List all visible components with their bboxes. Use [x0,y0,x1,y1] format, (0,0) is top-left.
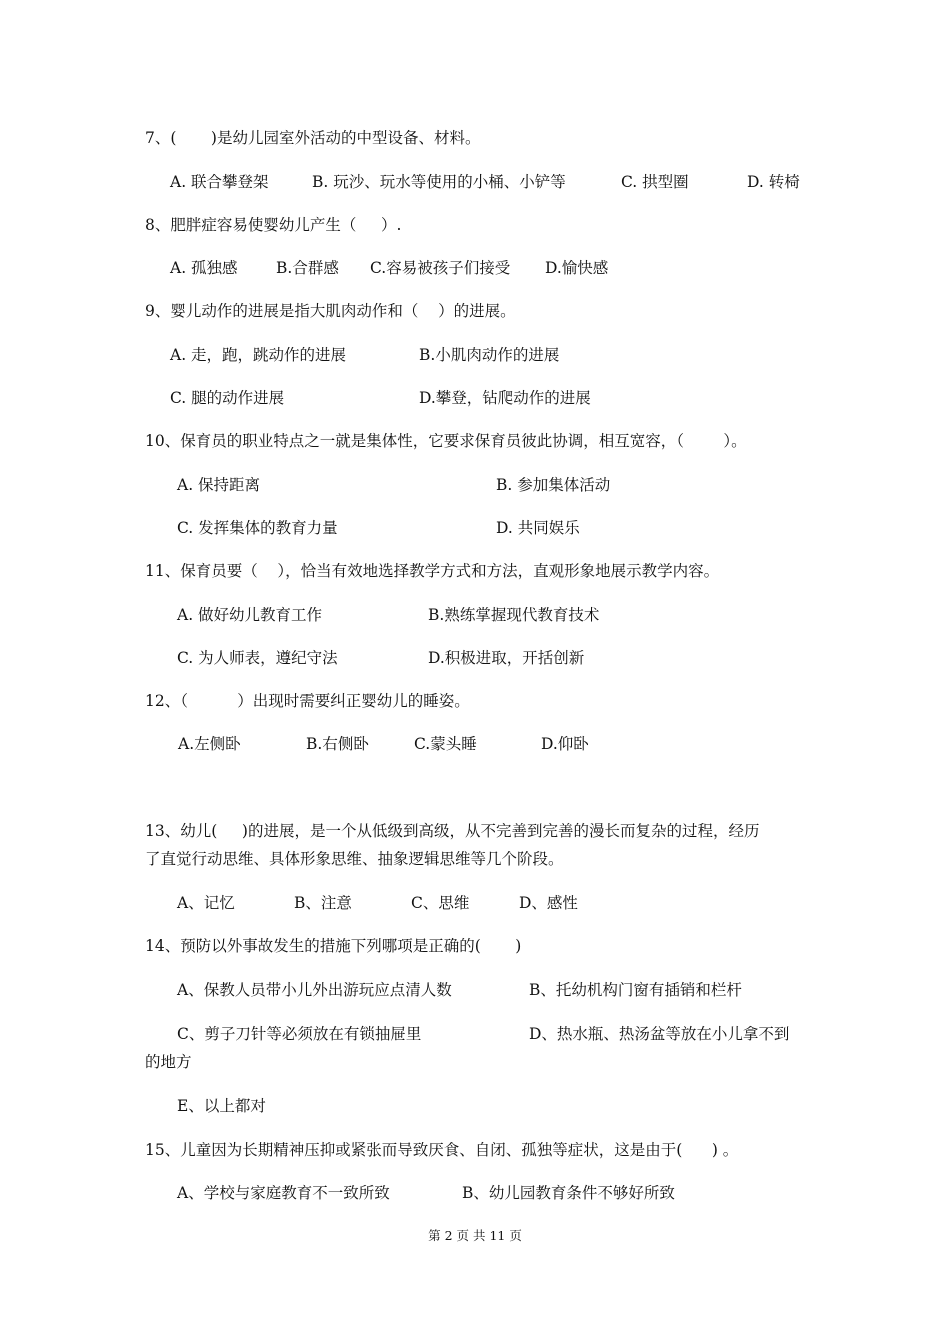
q7-option-c: C. 拱型圈 [621,173,689,191]
question-14: 14、预防以外事故发生的措施下列哪项是正确的( ) [145,937,522,955]
q8-option-a: A. 孤独感 [170,259,238,277]
q10-option-a: A. 保持距离 [177,476,261,494]
q13-option-d: D、感性 [519,894,578,912]
q9-option-a: A. 走，跑，跳动作的进展 [170,346,347,364]
q12-option-b: B.右侧卧 [306,735,369,753]
question-7: 7、( )是幼儿园室外活动的中型设备、材料。 [145,129,481,147]
q12-option-a: A.左侧卧 [178,735,241,753]
q14-option-e: E、以上都对 [177,1097,266,1115]
q10-option-c: C. 发挥集体的教育力量 [177,519,338,537]
q14-option-b: B、托幼机构门窗有插销和栏杆 [529,981,742,999]
question-15: 15、儿童因为长期精神压抑或紧张而导致厌食、自闭、孤独等症状，这是由于( ) 。 [145,1141,739,1159]
q12-option-d: D.仰卧 [541,735,589,753]
q14-option-d-cont: 的地方 [145,1053,192,1071]
question-11: 11、保育员要（ ），恰当有效地选择教学方式和方法，直观形象地展示教学内容。 [145,562,720,580]
question-9: 9、婴儿动作的进展是指大肌肉动作和（ ）的进展。 [145,302,516,320]
q11-option-c: C. 为人师表，遵纪守法 [177,649,338,667]
q11-option-b: B.熟练掌握现代教育技术 [428,606,600,624]
q13-option-a: A、记忆 [177,894,235,912]
q13-option-c: C、思维 [411,894,470,912]
q14-option-c: C、剪子刀针等必须放在有锁抽屉里 [177,1025,422,1043]
question-10: 10、保育员的职业特点之一就是集体性，它要求保育员彼此协调，相互宽容，（ ）。 [145,432,747,450]
q9-option-c: C. 腿的动作进展 [170,389,285,407]
q13-option-b: B、注意 [294,894,352,912]
q10-option-d: D. 共同娱乐 [496,519,580,537]
q14-option-d: D、热水瓶、热汤盆等放在小儿拿不到 [529,1025,790,1043]
question-13-line-2: 了直觉行动思维、具体形象思维、抽象逻辑思维等几个阶段。 [145,850,564,868]
q7-option-a: A. 联合攀登架 [170,173,269,191]
q12-option-c: C.蒙头睡 [414,735,477,753]
q9-option-d: D.攀登，钻爬动作的进展 [419,389,591,407]
question-12: 12、（ ）出现时需要纠正婴幼儿的睡姿。 [145,692,470,710]
q8-option-d: D.愉快感 [545,259,609,277]
q9-option-b: B.小肌肉动作的进展 [419,346,560,364]
q7-option-d: D. 转椅 [747,173,800,191]
q11-option-d: D.积极进取，开括创新 [428,649,585,667]
q15-option-b: B、幼儿园教育条件不够好所致 [462,1184,675,1202]
question-13-line-1: 13、幼儿( )的进展，是一个从低级到高级，从不完善到完善的漫长而复杂的过程，经历 [145,822,760,840]
q8-option-b: B.合群感 [276,259,339,277]
q15-option-a: A、学校与家庭教育不一致所致 [177,1184,390,1202]
q8-option-c: C.容易被孩子们接受 [370,259,511,277]
q10-option-b: B. 参加集体活动 [496,476,611,494]
q11-option-a: A. 做好幼儿教育工作 [177,606,323,624]
q7-option-b: B. 玩沙、玩水等使用的小桶、小铲等 [312,173,566,191]
page-number-footer: 第 2 页 共 11 页 [428,1228,522,1243]
question-8: 8、肥胖症容易使婴幼儿产生（ ）. [145,216,402,234]
q14-option-a: A、保教人员带小儿外出游玩应点清人数 [177,981,452,999]
